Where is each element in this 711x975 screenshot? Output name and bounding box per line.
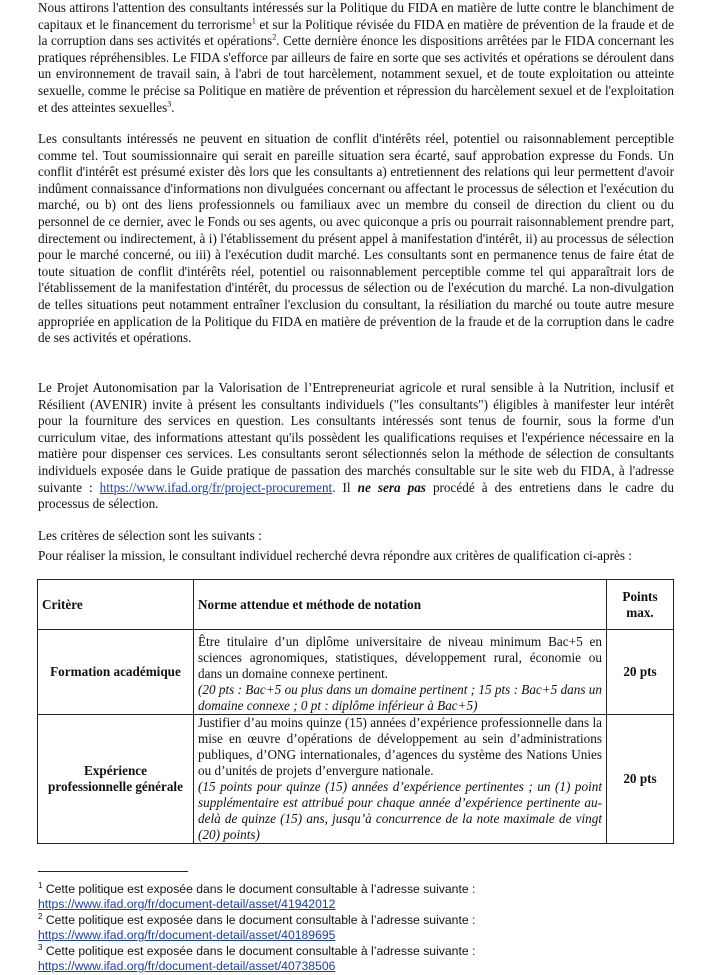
norm-cell	[194, 630, 607, 715]
footnote-ref-3: 3	[167, 99, 172, 109]
norm-text: Être titulaire d’un diplôme universitaire de niveau minimum Bac+5 en sciences agronomiques, statistiques, développement rural, économie ou dans un domaine connexe pertinent.	[198, 634, 602, 681]
header-norm: Norme attendue et méthode de notation	[194, 580, 607, 630]
footnote-divider	[38, 871, 188, 872]
footnote-2-link[interactable]: https://www.ifad.org/fr/document-detail/asset/40189695	[38, 928, 336, 943]
footnote-ref-1: 1	[251, 16, 256, 26]
paragraph-qualification-intro: Pour réaliser la mission, le consultant individuel recherché devra répondre aux critères de qualification ci-après :	[38, 548, 632, 563]
criterion-cell: Expérience professionnelle générale	[38, 715, 194, 844]
footnote-2: $^2$ Cette politique est exposée dans le document consultable à l’adresse suivante : https://www.ifad.org/fr/document-detail/asset/40189695	[38, 912, 476, 943]
points-cell: 20 pts	[607, 715, 674, 844]
footnote-ref-2: 2	[272, 32, 277, 42]
footnote-1: $^1$ Cette politique est exposée dans le document consultable à l’adresse suivante : https://www.ifad.org/fr/document-detail/asset/41942012	[38, 881, 476, 912]
norm-cell	[194, 715, 607, 844]
table-header-row	[38, 580, 674, 630]
footnote-3: $^3$ Cette politique est exposée dans le document consultable à l’adresse suivante : https://www.ifad.org/fr/document-detail/asset/40738506	[38, 943, 476, 974]
paragraph-conflict-of-interest: Les consultants intéressés ne peuvent en situation de conflit d'intérêts réel, potentiel ou raisonnablement perceptible comme tel. Tout soumissionnaire qui serait en pareille situation sera écarté, sauf approbation expresse du Fonds. Un conflit d'intérêt est présumé exister dès lors que les consultants a) entretiennent des relations qui leur permettent d'avoir indûment connaissance d'informations non divulguées concernant ou affectant le processus de sélection et l'exécution du marché, ou b) ont des liens professionnels ou familiaux avec un membre du conseil de direction du client ou du personnel de ce dernier, avec le Fonds ou ses agents, ou avec quiconque a pris ou pourrait raisonnablement prendre part, directement ou indirectement, à i) l'établissement du présent appel à manifestation d'intérêt, ii) au processus de sélection pour le marché concerné, ou iii) à l'exécution dudit marché. Les consultants sont en permanence tenus de faire état de toute situation de conflit d'intérêts réel, potentiel ou raisonnablement perceptible comme tel qui apparaîtrait lors de l'établissement de la manifestation d'intérêt, du processus de sélection ou de l'exécution du marché. La non-divulgation de telles situations peut notamment entraîner l'exclusion du consultant, la résiliation du marché ou toute autre mesure appropriée en application de la Politique du FIDA en matière de prévention de la fraude et de la corruption dans le cadre de ses activités et opérations.	[38, 131, 674, 346]
table-row	[38, 715, 674, 844]
footnote-3-link[interactable]: https://www.ifad.org/fr/document-detail/asset/40738506	[38, 959, 336, 974]
norm-text: Justifier d’au moins quinze (15) années d’expérience professionnelle dans la mise en œuvre d’opérations de développement au sein d’administrations publiques, d’ONG internationales, d’agences du système des Nations Unies ou d’unités de projets d’envergure nationale.	[198, 715, 602, 778]
points-cell: 20 pts	[607, 630, 674, 715]
paragraph-selection-criteria-intro: Les critères de sélection sont les suivants :	[38, 528, 262, 543]
criterion-cell: Formation académique	[38, 630, 194, 715]
paragraph-ifad-policies: Nous attirons l'attention des consultants intéressés sur la Politique du FIDA en matière de lutte contre le blanchiment de capitaux et le financement du terrorisme$^1$ et sur la Politique révisée du FIDA en matière de prévention de la fraude et de la corruption dans ses activités et opérations$^2$. Cette dernière énonce les dispositions arrêtées par le FIDA concernant les pratiques répréhensibles. Le FIDA s'efforce par ailleurs de faire en sorte que ses activités et opérations se déroulent dans un environnement de travail sain, à l'abri de tout harcèlement, notamment sexuel, et de toute exploitation ou atteinte sexuelle, comme le précise sa Politique en matière de prévention et répression du harcèlement sexuel et de l'exploitation et des atteintes sexuelles$^3$.	[38, 0, 675, 115]
header-points: Points max.	[607, 580, 674, 630]
criteria-table	[37, 579, 674, 844]
header-criterion: Critère	[38, 580, 194, 630]
footnote-1-link[interactable]: https://www.ifad.org/fr/document-detail/asset/41942012	[38, 897, 336, 912]
procurement-link[interactable]: https://www.ifad.org/fr/project-procurement	[99, 479, 333, 495]
paragraph-avenir-invitation: Le Projet Autonomisation par la Valorisation de l’Entrepreneuriat agricole et rural sensible à la Nutrition, inclusif et Résilient (AVENIR) invite à présent les consultants individuels ("les consultants") éligibles à manifester leur intérêt pour la fourniture des services en question. Les consultants intéressés sont tenus de fournir, sous la forme d'un curriculum vitae, des informations attestant qu'ils possèdent les qualifications requises et l'expérience nécessaire en la matière pour dispenser ces services. Les consultants seront sélectionnés selon la méthode de sélection de consultants individuels exposée dans le Guide pratique de passation des marchés consultable sur le site web du FIDA, à l'adresse suivante : https://www.ifad.org/fr/project-procurement. Il ne sera pas procédé à des entretiens dans le cadre du processus de sélection.	[38, 380, 674, 512]
scoring-text: (15 points pour quinze (15) années d’expérience pertinentes ; un (1) point supplémentaire est attribué pour chaque année d’expérience pertinente au-delà de quinze (15) ans, jusqu’à concurrence de la note maximale de vingt (20) points)	[198, 779, 602, 842]
emphasis-ne-sera-pas: ne sera pas	[357, 479, 426, 495]
scoring-text: (20 pts : Bac+5 ou plus dans un domaine pertinent ; 15 pts : Bac+5 dans un domaine connexe ; 0 pt : diplôme inférieur à Bac+5)	[198, 682, 602, 713]
table-row	[38, 630, 674, 715]
